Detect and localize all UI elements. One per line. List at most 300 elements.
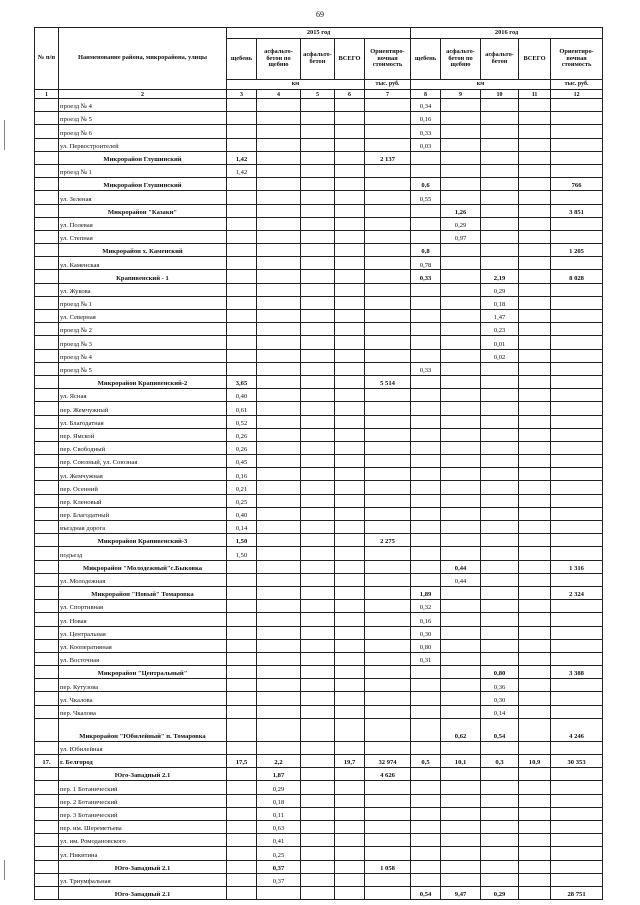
value-cell <box>481 600 519 613</box>
street-name: въездная дорога <box>59 521 227 534</box>
value-cell <box>257 204 301 217</box>
value-cell <box>257 468 301 481</box>
value-cell: 1,42 <box>227 164 257 177</box>
value-cell <box>335 112 365 125</box>
value-cell <box>441 257 481 270</box>
value-cell: 0,5 <box>411 755 441 768</box>
value-cell <box>519 586 551 599</box>
value-cell <box>551 860 603 873</box>
district-name: Юго-Западный 2.1 <box>59 886 227 899</box>
row-number <box>35 336 59 349</box>
value-cell <box>335 323 365 336</box>
value-cell <box>519 521 551 534</box>
value-cell <box>365 257 411 270</box>
value-cell <box>301 547 335 560</box>
value-cell <box>257 164 301 177</box>
row-number <box>35 191 59 204</box>
value-cell <box>365 125 411 138</box>
value-cell <box>519 547 551 560</box>
value-cell <box>257 600 301 613</box>
value-cell <box>365 402 411 415</box>
street-name: ул. Степная <box>59 230 227 243</box>
value-cell: 0,16 <box>227 468 257 481</box>
value-cell <box>519 164 551 177</box>
street-name: ул. Жукова <box>59 283 227 296</box>
value-cell <box>551 741 603 754</box>
value-cell <box>257 666 301 679</box>
row-number <box>35 217 59 230</box>
value-cell <box>519 362 551 375</box>
value-cell: 0,36 <box>481 679 519 692</box>
value-cell <box>481 626 519 639</box>
row-number <box>35 807 59 820</box>
section-row <box>35 204 603 217</box>
value-cell <box>481 547 519 560</box>
value-cell <box>441 336 481 349</box>
value-cell <box>227 873 257 886</box>
value-cell: 0,16 <box>411 613 441 626</box>
value-cell <box>551 191 603 204</box>
row-number <box>35 244 59 257</box>
value-cell <box>411 705 441 718</box>
value-cell <box>441 323 481 336</box>
table-row <box>35 507 603 520</box>
street-name: ул. Каменская <box>59 257 227 270</box>
value-cell <box>441 481 481 494</box>
header-total: ВСЕГО <box>519 39 551 80</box>
value-cell <box>365 217 411 230</box>
value-cell <box>519 138 551 151</box>
value-cell <box>227 178 257 191</box>
value-cell <box>441 666 481 679</box>
value-cell <box>257 455 301 468</box>
value-cell <box>227 820 257 833</box>
value-cell: 0,34 <box>411 99 441 112</box>
value-cell <box>551 362 603 375</box>
value-cell: 0,14 <box>481 705 519 718</box>
value-cell <box>481 494 519 507</box>
value-cell <box>481 230 519 243</box>
value-cell <box>301 375 335 388</box>
value-cell <box>257 573 301 586</box>
value-cell <box>365 310 411 323</box>
value-cell <box>519 573 551 586</box>
row-number <box>35 886 59 899</box>
value-cell <box>519 847 551 860</box>
row-number <box>35 507 59 520</box>
value-cell <box>441 692 481 705</box>
value-cell <box>227 652 257 665</box>
value-cell <box>411 666 441 679</box>
value-cell: 1 316 <box>551 560 603 573</box>
value-cell <box>335 455 365 468</box>
header-asphalt-on-gravel: асфальто-бетон по щебню <box>257 39 301 80</box>
value-cell <box>301 847 335 860</box>
street-name: ул. Жемчужная <box>59 468 227 481</box>
value-cell <box>227 125 257 138</box>
value-cell <box>365 600 411 613</box>
value-cell <box>481 138 519 151</box>
street-name: ул. Никитина <box>59 847 227 860</box>
value-cell <box>257 705 301 718</box>
row-number <box>35 781 59 794</box>
street-name: ул. Чкалова <box>59 692 227 705</box>
row-number <box>35 151 59 164</box>
value-cell <box>551 336 603 349</box>
value-cell <box>301 178 335 191</box>
table-row <box>35 362 603 375</box>
district-name: Микрорайон "Юбилейный" п. Томаровка <box>59 718 227 741</box>
value-cell <box>301 217 335 230</box>
value-cell <box>365 692 411 705</box>
value-cell <box>411 217 441 230</box>
value-cell <box>411 389 441 402</box>
table-row <box>35 455 603 468</box>
row-number <box>35 323 59 336</box>
value-cell <box>301 573 335 586</box>
street-name: пер. 2 Ботанический <box>59 794 227 807</box>
value-cell: 0,80 <box>481 666 519 679</box>
value-cell <box>519 389 551 402</box>
value-cell <box>441 534 481 547</box>
value-cell <box>441 402 481 415</box>
value-cell: 0,02 <box>481 349 519 362</box>
value-cell <box>301 666 335 679</box>
section-row <box>35 718 603 741</box>
value-cell <box>519 349 551 362</box>
value-cell <box>519 494 551 507</box>
value-cell: 0,33 <box>411 362 441 375</box>
value-cell <box>257 151 301 164</box>
value-cell <box>257 560 301 573</box>
header-unit-rub: тыс. руб. <box>551 80 603 90</box>
value-cell <box>335 362 365 375</box>
district-name: Микрорайон Глушинский <box>59 178 227 191</box>
street-name: ул. им. Ромодановского <box>59 834 227 847</box>
street-name: проезд № 5 <box>59 362 227 375</box>
value-cell <box>335 873 365 886</box>
value-cell <box>519 310 551 323</box>
street-name: пер. Кутузова <box>59 679 227 692</box>
street-name: проезд № 4 <box>59 99 227 112</box>
value-cell <box>519 257 551 270</box>
row-number <box>35 415 59 428</box>
value-cell <box>257 428 301 441</box>
value-cell: 0,33 <box>411 125 441 138</box>
value-cell <box>519 191 551 204</box>
table-row <box>35 781 603 794</box>
value-cell <box>335 389 365 402</box>
value-cell <box>481 217 519 230</box>
value-cell <box>551 415 603 428</box>
row-number <box>35 138 59 151</box>
value-cell: 0,25 <box>227 494 257 507</box>
street-name: ул. Восточная <box>59 652 227 665</box>
value-cell <box>441 679 481 692</box>
value-cell: 1,87 <box>257 768 301 781</box>
value-cell: 30 353 <box>551 755 603 768</box>
value-cell <box>335 639 365 652</box>
row-number <box>35 613 59 626</box>
value-cell <box>441 768 481 781</box>
value-cell <box>551 613 603 626</box>
value-cell <box>441 112 481 125</box>
row-number <box>35 718 59 741</box>
value-cell <box>227 217 257 230</box>
value-cell <box>441 415 481 428</box>
row-number <box>35 112 59 125</box>
value-cell <box>257 586 301 599</box>
street-name: проезд № 1 <box>59 296 227 309</box>
value-cell <box>481 586 519 599</box>
value-cell <box>257 230 301 243</box>
value-cell <box>441 310 481 323</box>
street-name: пер. Кленовый <box>59 494 227 507</box>
value-cell <box>551 873 603 886</box>
value-cell <box>551 310 603 323</box>
value-cell <box>365 99 411 112</box>
value-cell <box>257 481 301 494</box>
value-cell <box>335 349 365 362</box>
value-cell <box>335 807 365 820</box>
street-name: проезд № 6 <box>59 125 227 138</box>
value-cell: 0,61 <box>227 402 257 415</box>
value-cell <box>335 415 365 428</box>
row-number <box>35 705 59 718</box>
column-number: 5 <box>301 90 335 99</box>
value-cell <box>227 847 257 860</box>
value-cell <box>365 794 411 807</box>
value-cell: 0,54 <box>481 718 519 741</box>
value-cell <box>551 151 603 164</box>
value-cell <box>301 441 335 454</box>
value-cell <box>335 820 365 833</box>
table-row <box>35 428 603 441</box>
value-cell <box>227 270 257 283</box>
value-cell <box>301 244 335 257</box>
value-cell <box>441 428 481 441</box>
value-cell <box>335 652 365 665</box>
street-name: ул. Триумфальная <box>59 873 227 886</box>
value-cell <box>481 573 519 586</box>
value-cell <box>301 494 335 507</box>
value-cell: 2 324 <box>551 586 603 599</box>
section-row <box>35 560 603 573</box>
street-name: ул. Центральная <box>59 626 227 639</box>
value-cell <box>365 886 411 899</box>
value-cell <box>301 125 335 138</box>
value-cell <box>411 768 441 781</box>
row-number <box>35 521 59 534</box>
row-number <box>35 494 59 507</box>
value-cell: 3 851 <box>551 204 603 217</box>
table-row <box>35 99 603 112</box>
street-name: пер. Ямской <box>59 428 227 441</box>
value-cell <box>481 375 519 388</box>
value-cell <box>481 873 519 886</box>
value-cell <box>441 613 481 626</box>
value-cell: 766 <box>551 178 603 191</box>
street-name: ул. Юбилейная <box>59 741 227 754</box>
value-cell <box>257 402 301 415</box>
value-cell <box>365 230 411 243</box>
street-name: ул. Первостроителей <box>59 138 227 151</box>
district-name: Микрорайон Глушинский <box>59 151 227 164</box>
table-row <box>35 217 603 230</box>
row-number <box>35 389 59 402</box>
value-cell <box>481 521 519 534</box>
value-cell <box>227 257 257 270</box>
section-row <box>35 244 603 257</box>
value-cell <box>365 652 411 665</box>
value-cell <box>551 349 603 362</box>
value-cell: 0,33 <box>411 270 441 283</box>
value-cell <box>227 323 257 336</box>
value-cell: 0,97 <box>441 230 481 243</box>
section-row <box>35 860 603 873</box>
value-cell <box>301 718 335 741</box>
value-cell <box>551 573 603 586</box>
value-cell <box>257 99 301 112</box>
value-cell <box>519 705 551 718</box>
value-cell <box>441 820 481 833</box>
value-cell <box>301 191 335 204</box>
value-cell <box>441 547 481 560</box>
value-cell <box>481 191 519 204</box>
row-number <box>35 230 59 243</box>
street-name: ул. Спортивная <box>59 600 227 613</box>
value-cell <box>411 230 441 243</box>
column-number: 1 <box>35 90 59 99</box>
value-cell <box>365 164 411 177</box>
value-cell <box>301 639 335 652</box>
value-cell <box>411 860 441 873</box>
value-cell <box>335 270 365 283</box>
value-cell <box>335 534 365 547</box>
value-cell <box>551 283 603 296</box>
value-cell <box>301 613 335 626</box>
value-cell <box>227 296 257 309</box>
table-row <box>35 692 603 705</box>
value-cell <box>481 768 519 781</box>
value-cell <box>481 402 519 415</box>
value-cell <box>365 873 411 886</box>
value-cell <box>227 626 257 639</box>
value-cell <box>227 834 257 847</box>
street-name: проезд № 1 <box>59 164 227 177</box>
value-cell <box>551 389 603 402</box>
value-cell <box>519 336 551 349</box>
value-cell <box>411 507 441 520</box>
value-cell <box>257 138 301 151</box>
row-number <box>35 428 59 441</box>
table-row <box>35 613 603 626</box>
value-cell <box>441 794 481 807</box>
table-row <box>35 600 603 613</box>
value-cell <box>227 349 257 362</box>
value-cell <box>365 481 411 494</box>
value-cell <box>411 349 441 362</box>
section-row <box>35 375 603 388</box>
street-name: пер. 1 Ботанический <box>59 781 227 794</box>
value-cell: 17,5 <box>227 755 257 768</box>
district-name: Микрорайон "Новый" Томаровка <box>59 586 227 599</box>
value-cell <box>411 455 441 468</box>
value-cell: 0,37 <box>257 873 301 886</box>
value-cell <box>257 310 301 323</box>
value-cell <box>519 560 551 573</box>
value-cell <box>519 402 551 415</box>
value-cell <box>411 873 441 886</box>
value-cell <box>519 741 551 754</box>
value-cell <box>257 257 301 270</box>
row-number <box>35 847 59 860</box>
value-cell: 0,78 <box>411 257 441 270</box>
value-cell <box>257 547 301 560</box>
value-cell <box>365 560 411 573</box>
value-cell <box>551 507 603 520</box>
section-row <box>35 666 603 679</box>
value-cell: 3,65 <box>227 375 257 388</box>
value-cell <box>519 807 551 820</box>
value-cell <box>365 679 411 692</box>
row-number <box>35 178 59 191</box>
header-asphalt: асфальто-бетон <box>301 39 335 80</box>
value-cell <box>551 820 603 833</box>
column-number: 4 <box>257 90 301 99</box>
value-cell: 19,7 <box>335 755 365 768</box>
value-cell <box>411 428 441 441</box>
value-cell <box>335 781 365 794</box>
value-cell <box>335 741 365 754</box>
value-cell <box>551 257 603 270</box>
value-cell: 0,29 <box>441 217 481 230</box>
value-cell: 0,3 <box>481 755 519 768</box>
row-number <box>35 679 59 692</box>
street-name: ул. Новая <box>59 613 227 626</box>
header-name: Наименование района, микрорайона, улицы <box>59 28 227 90</box>
value-cell <box>257 741 301 754</box>
street-name: пер. Свободный <box>59 441 227 454</box>
value-cell: 0,80 <box>411 639 441 652</box>
value-cell <box>335 834 365 847</box>
row-number <box>35 652 59 665</box>
value-cell <box>411 741 441 754</box>
value-cell <box>441 847 481 860</box>
value-cell <box>481 807 519 820</box>
value-cell <box>227 112 257 125</box>
value-cell <box>227 600 257 613</box>
value-cell <box>365 521 411 534</box>
value-cell <box>257 521 301 534</box>
value-cell <box>481 415 519 428</box>
value-cell <box>411 481 441 494</box>
value-cell <box>411 807 441 820</box>
table-row <box>35 494 603 507</box>
value-cell: 1,47 <box>481 310 519 323</box>
district-name: Микрорайон Крапивенский-3 <box>59 534 227 547</box>
row-number <box>35 560 59 573</box>
value-cell <box>257 692 301 705</box>
value-cell: 0,31 <box>411 652 441 665</box>
value-cell <box>441 125 481 138</box>
row-number <box>35 586 59 599</box>
value-cell: 1,42 <box>227 151 257 164</box>
column-number: 6 <box>335 90 365 99</box>
value-cell <box>335 402 365 415</box>
value-cell <box>335 230 365 243</box>
value-cell <box>441 349 481 362</box>
